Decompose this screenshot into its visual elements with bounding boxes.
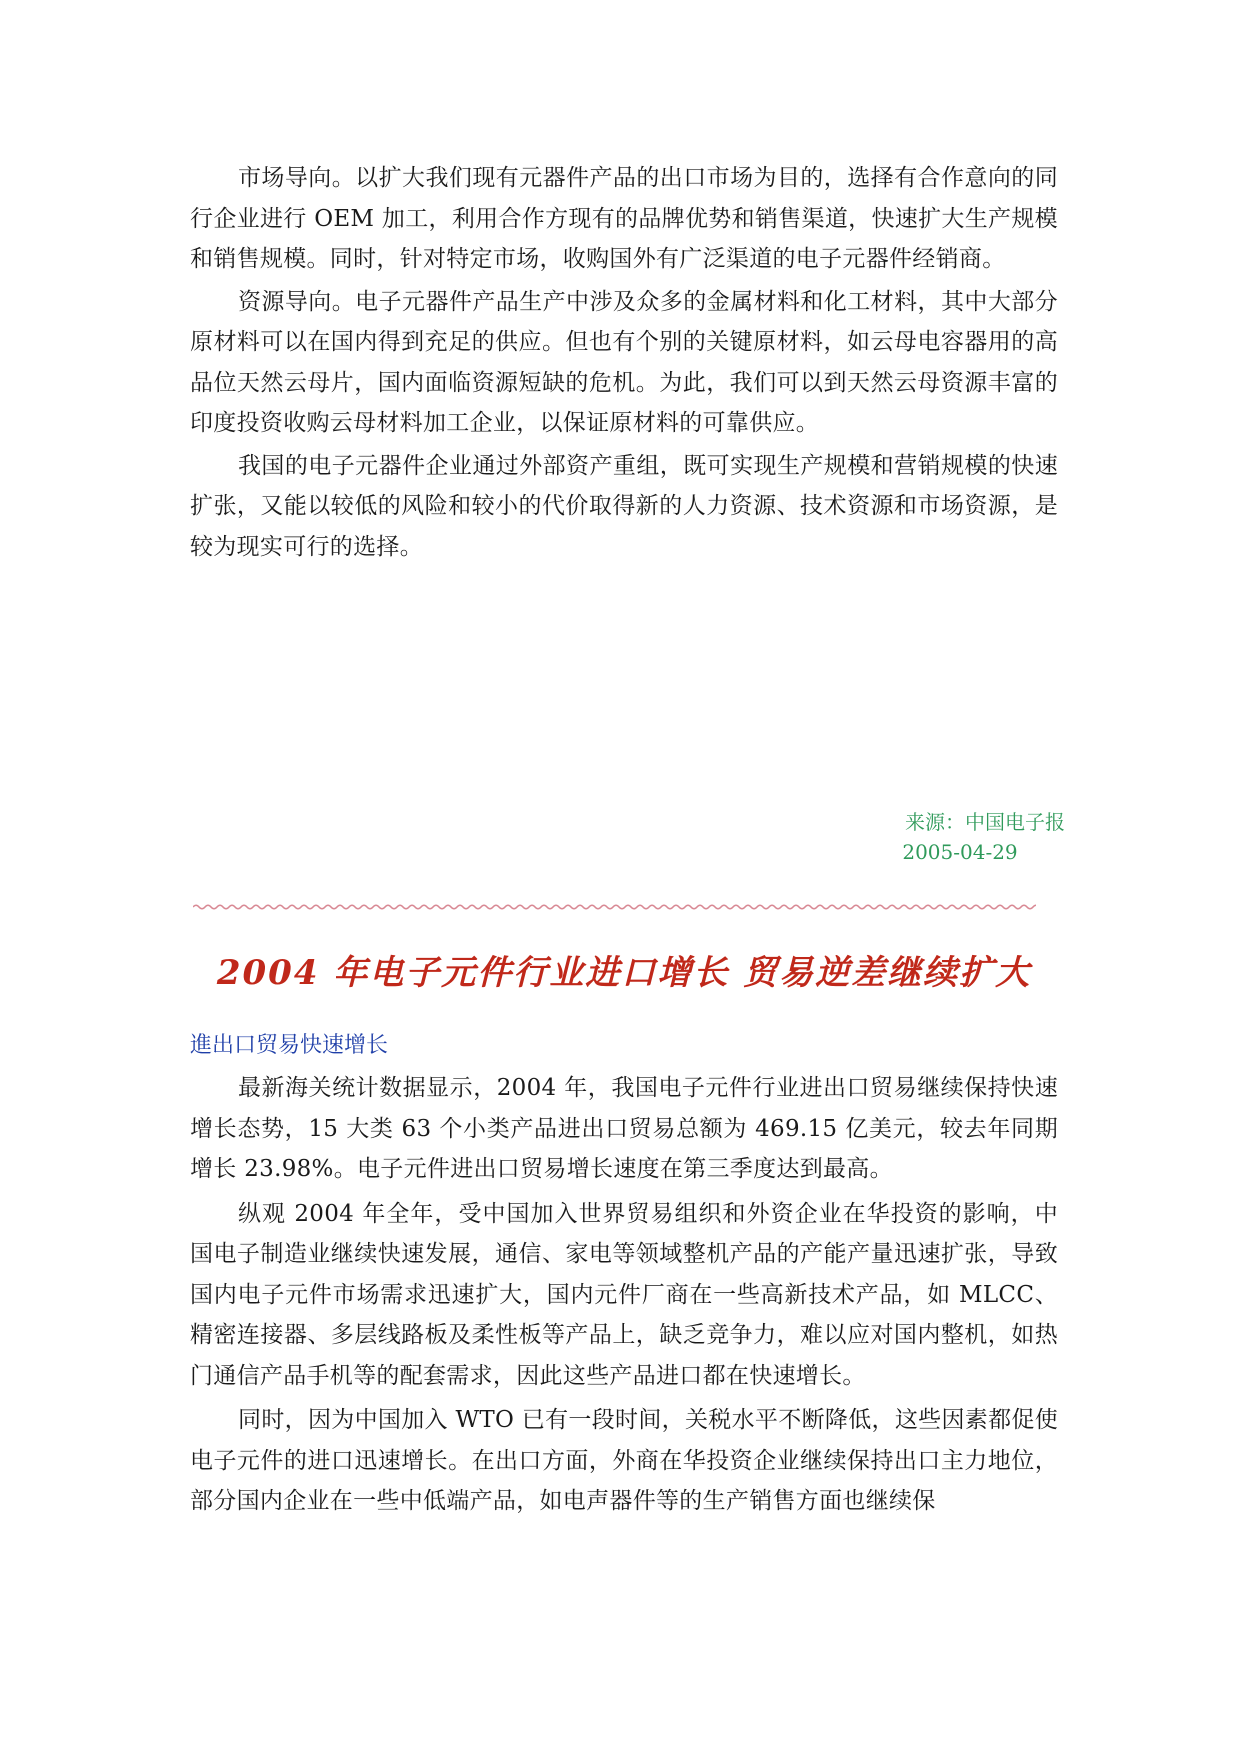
- paragraph-resource-orientation: 资源导向。电子元器件产品生产中涉及众多的金属材料和化工材料，其中大部分原材料可以在国内得到充足的供应。但也有个别的关键原材料，如云母电容器用的高品位天然云母片，国内面临资源短缺的危机。为此，我们可以到天然云母资源丰富的印度投资收购云母材料加工企业，以保证原材料的可靠供应。: [190, 288, 1058, 436]
- article-title: 2004 年电子元件行业进口增长 贸易逆差继续扩大: [216, 953, 1032, 993]
- article-subheading: 進出口贸易快速增长: [190, 1033, 389, 1058]
- paragraph-wto-impact: 同时，因为中国加入 WTO 已有一段时间，关税水平不断降低，这些因素都促使电子元件的进口迅速增长。在出口方面，外商在华投资企业继续保持出口主力地位，部分国内企业在一些中低端产品，如电声器件等的生产销售方面也继续保: [190, 1407, 1058, 1514]
- paragraph-annual-overview: 纵观 2004 年全年，受中国加入世界贸易组织和外资企业在华投资的影响，中国电子制造业继续快速发展，通信、家电等领域整机产品的产能产量迅速扩张，导致国内电子元件市场需求迅速扩大，国内元件厂商在一些高新技术产品，如 MLCC、精密连接器、多层线路板及柔性板等产品上，缺乏竞争力，难以应对国内整机，如热门通信产品手机等的配套需求，因此这些产品进口都在快速增长。: [190, 1200, 1058, 1389]
- paragraph-customs-statistics: 最新海关统计数据显示，2004 年，我国电子元件行业进出口贸易继续保持快速增长态势，15 大类 63 个小类产品进出口贸易总额为 469.15 亿美元，较去年同期增长 23.98%。电子元件进出口贸易增长速度在第三季度达到最高。: [190, 1075, 1058, 1182]
- paragraph-market-orientation: 市场导向。以扩大我们现有元器件产品的出口市场为目的，选择有合作意向的同行企业进行 OEM 加工，利用合作方现有的品牌优势和销售渠道，快速扩大生产规模和销售规模。同时，针对特定市场，收购国外有广泛渠道的电子元器件经销商。: [190, 165, 1058, 272]
- paragraph-conclusion: 我国的电子元器件企业通过外部资产重组，既可实现生产规模和营销规模的快速扩张，又能以较低的风险和较小的代价取得新的人力资源、技术资源和市场资源，是较为现实可行的选择。: [190, 452, 1058, 560]
- article-continuation: [190, 158, 1058, 567]
- wavy-divider: [193, 903, 1036, 911]
- article-body: [190, 1068, 1058, 1522]
- source-date: 2005-04-29: [902, 840, 1018, 864]
- source-credit: 来源：中国电子报: [905, 810, 1065, 834]
